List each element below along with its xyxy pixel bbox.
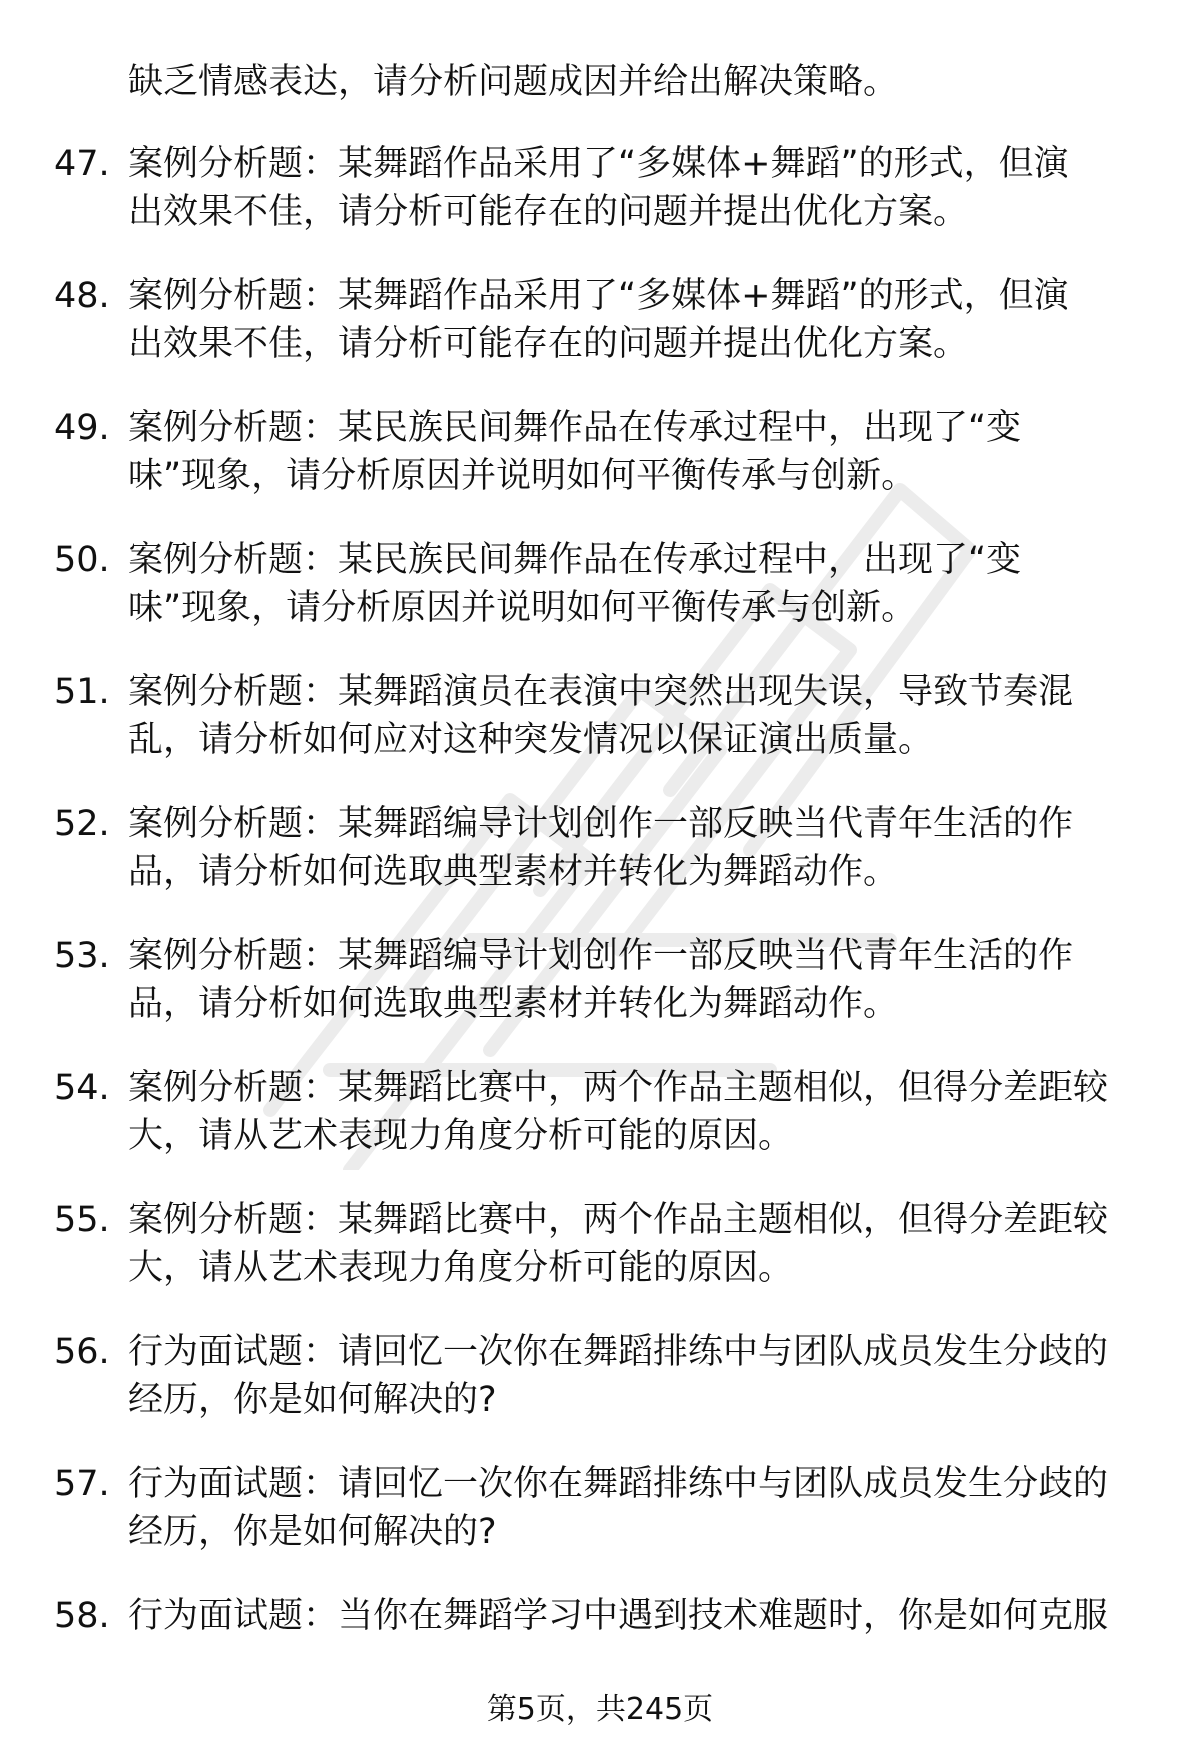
question-line: 品，请分析如何选取典型素材并转化为舞蹈动作。 (128, 984, 899, 1024)
question-line: 案例分析题：某舞蹈编导计划创作一部反映当代青年生活的作 (128, 804, 1074, 844)
question-item (0, 668, 1200, 800)
question-text (128, 140, 1148, 236)
question-item (0, 1328, 1200, 1460)
question-line: 大，请从艺术表现力角度分析可能的原因。 (128, 1248, 794, 1288)
question-text (128, 272, 1148, 368)
question-line: 大，请从艺术表现力角度分析可能的原因。 (128, 1116, 794, 1156)
question-item (0, 1460, 1200, 1592)
question-item (0, 1196, 1200, 1328)
question-text (128, 1328, 1148, 1424)
question-item (0, 404, 1200, 536)
question-number: 48. (54, 276, 110, 316)
question-line: 案例分析题：某民族民间舞作品在传承过程中，出现了“变 (128, 540, 1022, 580)
question-item (0, 140, 1200, 272)
question-line: 乱，请分析如何应对这种突发情况以保证演出质量。 (128, 720, 934, 760)
question-item (0, 800, 1200, 932)
question-line: 行为面试题：请回忆一次你在舞蹈排练中与团队成员发生分歧的 (128, 1464, 1109, 1504)
question-line: 案例分析题：某舞蹈作品采用了“多媒体+舞蹈”的形式，但演 (128, 276, 1069, 316)
question-line: 品，请分析如何选取典型素材并转化为舞蹈动作。 (128, 852, 899, 892)
question-number: 57. (54, 1464, 110, 1504)
question-line: 行为面试题：请回忆一次你在舞蹈排练中与团队成员发生分歧的 (128, 1332, 1109, 1372)
question-line: 案例分析题：某舞蹈比赛中，两个作品主题相似，但得分差距较 (128, 1200, 1109, 1240)
question-line: 案例分析题：某舞蹈编导计划创作一部反映当代青年生活的作 (128, 936, 1074, 976)
question-number: 54. (54, 1068, 110, 1108)
question-item (0, 1064, 1200, 1196)
question-text (128, 1592, 1148, 1640)
question-item (0, 272, 1200, 404)
question-text (128, 1064, 1148, 1160)
question-number: 55. (54, 1200, 110, 1240)
question-text (128, 536, 1148, 632)
question-text (128, 1196, 1148, 1292)
question-number: 51. (54, 672, 110, 712)
question-line: 行为面试题：当你在舞蹈学习中遇到技术难题时，你是如何克服 (128, 1596, 1109, 1636)
question-line: 经历，你是如何解决的? (128, 1380, 497, 1420)
question-number: 53. (54, 936, 110, 976)
continuation-line: 缺乏情感表达，请分析问题成因并给出解决策略。 (128, 62, 899, 102)
question-item (0, 932, 1200, 1064)
question-text (128, 1460, 1148, 1556)
question-number: 49. (54, 408, 110, 448)
question-item (0, 536, 1200, 668)
question-text (128, 932, 1148, 1028)
question-line: 案例分析题：某舞蹈比赛中，两个作品主题相似，但得分差距较 (128, 1068, 1109, 1108)
question-text (128, 800, 1148, 896)
question-line: 味”现象，请分析原因并说明如何平衡传承与创新。 (128, 588, 917, 628)
question-line: 出效果不佳，请分析可能存在的问题并提出优化方案。 (128, 324, 969, 364)
question-list (0, 140, 1200, 1724)
question-number: 52. (54, 804, 110, 844)
question-line: 案例分析题：某舞蹈作品采用了“多媒体+舞蹈”的形式，但演 (128, 144, 1069, 184)
question-text (128, 668, 1148, 764)
question-number: 50. (54, 540, 110, 580)
question-line: 味”现象，请分析原因并说明如何平衡传承与创新。 (128, 456, 917, 496)
question-text (128, 404, 1148, 500)
question-line: 案例分析题：某民族民间舞作品在传承过程中，出现了“变 (128, 408, 1022, 448)
question-line: 案例分析题：某舞蹈演员在表演中突然出现失误，导致节奏混 (128, 672, 1074, 712)
question-line: 出效果不佳，请分析可能存在的问题并提出优化方案。 (128, 192, 969, 232)
question-number: 56. (54, 1332, 110, 1372)
question-number: 47. (54, 144, 110, 184)
page-footer: 第5页，共245页 (486, 1692, 714, 1727)
question-line: 经历，你是如何解决的? (128, 1512, 497, 1552)
question-number: 58. (54, 1596, 110, 1636)
